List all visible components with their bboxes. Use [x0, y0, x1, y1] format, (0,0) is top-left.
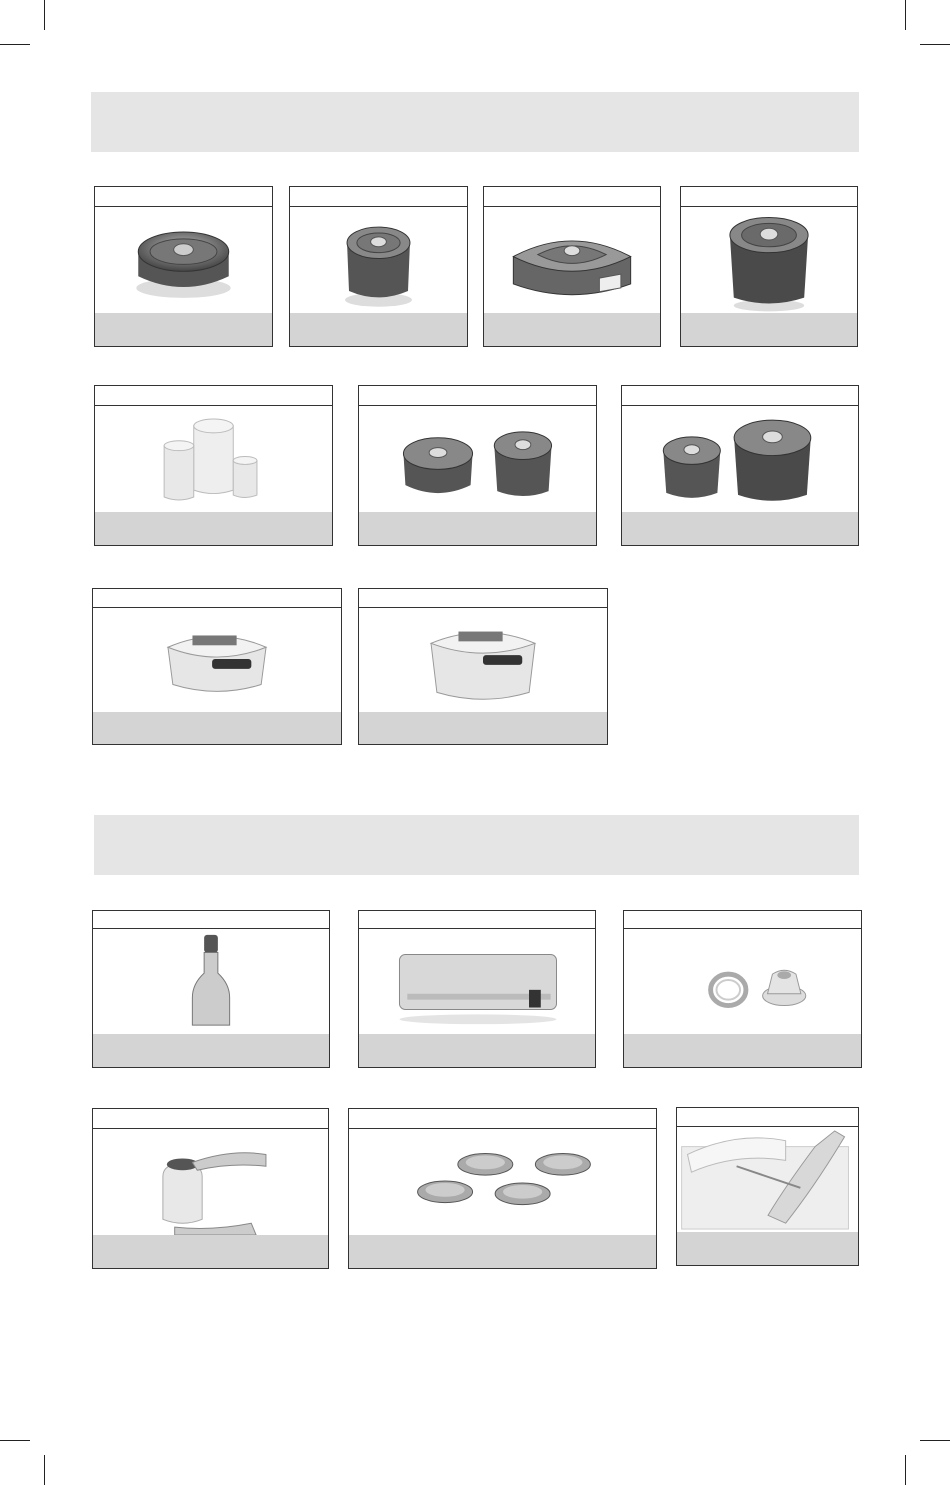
card-footer: [359, 712, 607, 744]
card-header: [359, 386, 596, 406]
card-header: [95, 386, 332, 406]
card-header: [484, 187, 660, 207]
roll-cutter-icon: [359, 929, 595, 1034]
card-header: [95, 187, 272, 207]
card-footer: [359, 1034, 595, 1067]
card-footer: [622, 512, 858, 545]
product-card: [483, 186, 661, 347]
vacuum-bag-roll-icon: [677, 1127, 858, 1232]
product-card: [358, 910, 596, 1068]
jar-lids-icon: [349, 1129, 656, 1235]
square-container-icon: [484, 207, 660, 313]
jar-sealer-icon: [93, 1129, 328, 1235]
card-footer: [93, 712, 341, 744]
card-header: [624, 911, 861, 929]
card-footer: [95, 313, 272, 346]
card-footer: [349, 1235, 656, 1268]
crop-mark: [0, 1440, 30, 1441]
round-container-wide-icon: [95, 207, 272, 313]
product-card: [289, 186, 468, 347]
product-card: [92, 1108, 329, 1269]
product-card: [676, 1107, 859, 1266]
product-card: [621, 385, 859, 546]
product-card: [92, 910, 330, 1068]
card-header: [677, 1108, 858, 1127]
card-header: [359, 589, 607, 608]
product-card: [94, 186, 273, 347]
crop-mark: [905, 0, 906, 30]
clear-canister-set-icon: [95, 406, 332, 512]
product-card: [94, 385, 333, 546]
card-header: [359, 911, 595, 929]
card-footer: [624, 1034, 861, 1067]
section-banner-accessories: [94, 815, 859, 875]
card-header: [681, 187, 857, 207]
card-footer: [681, 313, 857, 346]
round-container-pair-icon: [359, 406, 596, 512]
product-card: [680, 186, 858, 347]
bottle-stopper-icon: [93, 929, 329, 1034]
product-card: [358, 385, 597, 546]
card-footer: [290, 313, 467, 346]
card-footer: [677, 1232, 858, 1265]
card-footer: [93, 1034, 329, 1067]
crop-mark: [0, 44, 30, 45]
card-footer: [484, 313, 660, 346]
card-header: [93, 911, 329, 929]
card-footer: [359, 512, 596, 545]
crop-mark: [44, 0, 45, 30]
section-banner-containers: [91, 92, 859, 152]
crop-mark: [920, 44, 950, 45]
crop-mark: [920, 1440, 950, 1441]
card-header: [622, 386, 858, 406]
round-container-pair-large-icon: [622, 406, 858, 512]
seal-and-valve-icon: [624, 929, 861, 1034]
lunch-box-flat-icon: [93, 608, 341, 712]
product-card: [92, 588, 342, 745]
card-footer: [93, 1235, 328, 1268]
product-card: [623, 910, 862, 1068]
crop-mark: [905, 1455, 906, 1485]
round-container-small-icon: [290, 207, 467, 313]
card-header: [93, 1109, 328, 1129]
card-header: [290, 187, 467, 207]
crop-mark: [44, 1455, 45, 1485]
product-card: [358, 588, 608, 745]
card-header: [349, 1109, 656, 1129]
product-card: [348, 1108, 657, 1269]
card-header: [93, 589, 341, 608]
card-footer: [95, 512, 332, 545]
lunch-box-deep-icon: [359, 608, 607, 712]
round-container-tall-icon: [681, 207, 857, 313]
